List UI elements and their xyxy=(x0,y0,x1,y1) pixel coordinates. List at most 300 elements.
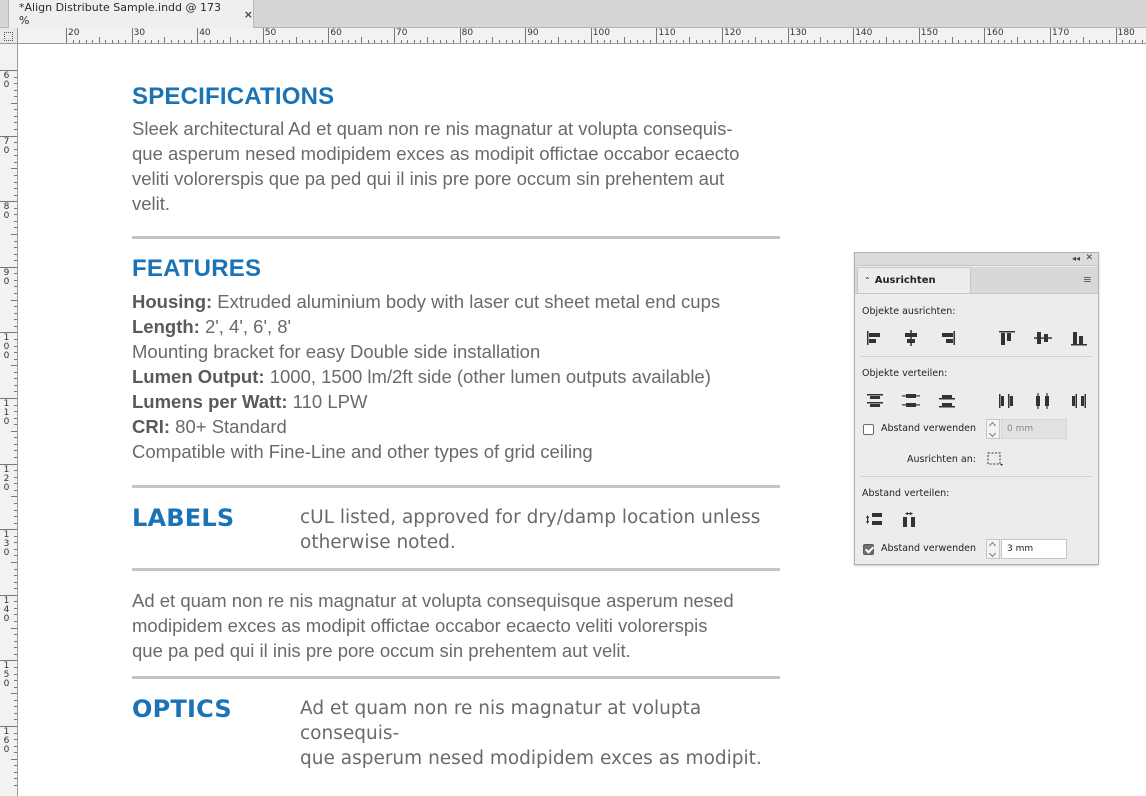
ruler-tick xyxy=(14,588,17,589)
distribute-right-edges-button[interactable] xyxy=(1068,391,1090,411)
ruler-tick xyxy=(1089,40,1090,43)
distribute-horizontal-space-button[interactable] xyxy=(900,510,922,530)
ruler-tick xyxy=(14,313,17,314)
ruler-tick xyxy=(578,40,579,43)
ruler-tick xyxy=(374,40,375,43)
spacing-input[interactable]: 3 mm xyxy=(1001,539,1067,559)
ruler-tick xyxy=(289,40,290,43)
ruler-tick xyxy=(460,28,461,43)
divider-rule xyxy=(132,485,780,488)
use-spacing-checkbox[interactable] xyxy=(863,424,874,435)
ruler-tick xyxy=(14,109,17,110)
ruler-label: 130 xyxy=(789,28,807,38)
ruler-tick xyxy=(14,273,17,274)
separator xyxy=(861,356,1092,357)
ruler-tick xyxy=(276,40,277,43)
align-to-selection-dropdown[interactable] xyxy=(984,449,1006,469)
distribute-left-edges-button[interactable] xyxy=(996,391,1018,411)
ruler-tick xyxy=(14,326,17,327)
ruler-tick xyxy=(663,40,664,43)
ruler-tick xyxy=(401,40,402,43)
ruler-tick xyxy=(14,208,17,209)
ruler-tick xyxy=(1004,40,1005,43)
paragraph-body xyxy=(132,588,780,663)
specifications-heading: SPECIFICATIONS xyxy=(132,83,335,110)
align-right-edges-button[interactable] xyxy=(936,328,958,348)
ruler-tick xyxy=(840,40,841,43)
panel-title-bar[interactable] xyxy=(855,253,1098,266)
ruler-tick xyxy=(14,549,17,550)
ruler-tick xyxy=(748,40,749,43)
ruler-tick xyxy=(1076,40,1077,43)
ruler-tick xyxy=(14,346,17,347)
ruler-tick xyxy=(630,40,631,43)
ruler-tick xyxy=(551,40,552,43)
ruler-tick xyxy=(296,37,297,43)
ruler-tick xyxy=(14,129,17,130)
ruler-tick xyxy=(132,28,133,43)
distribute-horizontal-centers-button[interactable] xyxy=(1032,391,1054,411)
ruler-tick xyxy=(709,40,710,43)
ruler-tick xyxy=(14,254,17,255)
ruler-tick xyxy=(14,680,17,681)
ruler-label: 130 xyxy=(3,530,10,559)
ruler-tick xyxy=(538,40,539,43)
ruler-label: 140 xyxy=(3,595,10,624)
body-line: veliti volorerspis que pa ped qui il inis pre pore occum sin prehentem aut xyxy=(132,168,725,189)
ruler-tick xyxy=(105,40,106,43)
divider-rule xyxy=(132,568,780,571)
ruler-tick xyxy=(14,116,17,117)
ruler-tick xyxy=(938,40,939,43)
ruler-label: 60 xyxy=(330,28,342,38)
ruler-tick xyxy=(965,40,966,43)
ruler-tick xyxy=(11,693,17,694)
distribute-objects-label: Objekte verteilen: xyxy=(862,368,948,379)
ruler-label: 100 xyxy=(592,28,610,38)
body-line: velit. xyxy=(132,193,171,214)
feature-text: 80+ Standard xyxy=(170,416,287,437)
ruler-tick xyxy=(722,28,723,43)
ruler-tick xyxy=(14,772,17,773)
ruler-tick xyxy=(1057,40,1058,43)
ruler-tick xyxy=(14,516,17,517)
ruler-tick xyxy=(1135,40,1136,43)
ruler-tick xyxy=(1122,40,1123,43)
ruler-tick xyxy=(545,40,546,43)
distribute-vertical-centers-button[interactable] xyxy=(900,391,922,411)
feature-label: Lumen Output: xyxy=(132,366,265,387)
ruler-tick xyxy=(1063,40,1064,43)
ruler-tick xyxy=(99,37,100,43)
spacing-stepper[interactable] xyxy=(986,539,1000,559)
ruler-tick xyxy=(14,405,17,406)
ruler-tick xyxy=(250,40,251,43)
ruler-tick xyxy=(14,569,17,570)
ruler-tick xyxy=(14,378,17,379)
ruler-tick xyxy=(565,40,566,43)
ruler-tick xyxy=(466,40,467,43)
horizontal-ruler[interactable] xyxy=(18,28,1146,44)
ruler-tick xyxy=(263,28,264,43)
feature-line xyxy=(132,339,780,364)
ruler-tick xyxy=(11,496,17,497)
ruler-tick xyxy=(735,40,736,43)
feature-label: CRI: xyxy=(132,416,171,437)
ruler-tick xyxy=(14,424,17,425)
ruler-tick xyxy=(473,40,474,43)
ruler-tick xyxy=(171,40,172,43)
spacing-input[interactable]: 0 mm xyxy=(1001,419,1067,439)
ruler-label: 110 xyxy=(3,399,10,427)
ruler-tick xyxy=(92,40,93,43)
ruler-label: 140 xyxy=(855,28,873,38)
feature-text: 110 LPW xyxy=(287,391,368,412)
tab-ausrichten[interactable] xyxy=(857,267,971,293)
features-section[interactable] xyxy=(132,255,780,464)
ruler-tick xyxy=(774,40,775,43)
ruler-tick xyxy=(269,40,270,43)
use-spacing-checkbox-checked[interactable] xyxy=(863,544,874,555)
ruler-tick xyxy=(807,40,808,43)
ruler-tick xyxy=(14,319,17,320)
ruler-tick xyxy=(11,759,17,760)
ruler-tick xyxy=(14,601,17,602)
ruler-label: 60 xyxy=(3,71,10,90)
feature-text: 1000, 1500 lm/2ft side (other lumen outputs available) xyxy=(264,366,711,387)
ruler-tick xyxy=(11,562,17,563)
ruler-tick xyxy=(387,40,388,43)
ruler-tick xyxy=(14,227,17,228)
feature-line xyxy=(132,289,780,314)
ruler-tick xyxy=(14,352,17,353)
ruler-tick xyxy=(866,40,867,43)
ruler-tick xyxy=(794,40,795,43)
ruler-tick xyxy=(14,483,17,484)
ruler-tick xyxy=(879,40,880,43)
ruler-tick xyxy=(191,40,192,43)
ruler-tick xyxy=(14,641,17,642)
ruler-tick xyxy=(11,431,17,432)
ruler-tick xyxy=(14,470,17,471)
feature-text: Mounting bracket for easy Double side installation xyxy=(132,341,541,362)
feature-line xyxy=(132,414,780,439)
ruler-label: 180 xyxy=(1117,28,1135,38)
ruler-tick xyxy=(637,40,638,43)
ruler-tick xyxy=(1109,40,1110,43)
ruler-tick xyxy=(446,40,447,43)
ruler-tick xyxy=(656,28,657,43)
ruler-tick xyxy=(683,40,684,43)
ruler-label: 90 xyxy=(3,267,10,287)
ruler-label: 70 xyxy=(3,136,10,156)
ruler-tick xyxy=(781,40,782,43)
ruler-tick xyxy=(204,40,205,43)
ruler-tick xyxy=(184,40,185,43)
ruler-tick xyxy=(14,155,17,156)
ruler-tick xyxy=(14,739,17,740)
ruler-tick xyxy=(14,733,17,734)
ruler-label: 50 xyxy=(264,28,277,38)
ruler-tick xyxy=(14,195,17,196)
ruler-tick xyxy=(14,647,17,648)
ruler-tick xyxy=(315,40,316,43)
ruler-tick xyxy=(519,40,520,43)
ruler-tick xyxy=(873,40,874,43)
divider-rule xyxy=(132,236,780,239)
spacing-stepper[interactable] xyxy=(986,419,1000,439)
ruler-tick xyxy=(14,555,17,556)
specifications-body xyxy=(132,116,780,216)
align-top-edges-button[interactable] xyxy=(996,328,1018,348)
ruler-tick xyxy=(14,149,17,150)
close-icon[interactable]: ✕ xyxy=(1085,253,1093,263)
align-to-label: Ausrichten an: xyxy=(907,454,976,465)
ruler-label: 90 xyxy=(527,28,539,38)
ruler-tick xyxy=(86,40,87,43)
body-line: Sleek architectural Ad et quam non re nis magnatur at volupta consequis- xyxy=(132,118,733,139)
ruler-tick xyxy=(755,37,756,43)
ruler-tick xyxy=(14,746,17,747)
ruler-tick xyxy=(788,28,789,43)
ruler-tick xyxy=(112,40,113,43)
ruler-tick xyxy=(971,40,972,43)
ruler-tick xyxy=(79,40,80,43)
ruler-tick xyxy=(768,40,769,43)
ruler-tick xyxy=(14,241,17,242)
ruler-tick xyxy=(14,654,17,655)
ruler-label: 170 xyxy=(1052,28,1070,38)
ruler-tick xyxy=(14,142,17,143)
body-line: Ad et quam non re nis magnatur at volupta consequis- xyxy=(300,698,702,744)
body-line: que asperum nesed modipidem exces as modipit offictae occabor ecaecto xyxy=(132,143,740,164)
align-left-edges-button[interactable] xyxy=(864,328,886,348)
body-line: Ad et quam non re nis magnatur at volupta consequisque asperum nesed xyxy=(132,590,734,611)
ruler-tick xyxy=(893,40,894,43)
ruler-tick xyxy=(335,40,336,43)
body-line: que asperum nesed modipidem exces as modipit. xyxy=(300,748,762,769)
ruler-tick xyxy=(860,40,861,43)
chevron-updown-icon[interactable]: ⌃ xyxy=(864,276,871,285)
ruler-tick xyxy=(820,37,821,43)
ruler-tick xyxy=(1011,40,1012,43)
document-tab-title: *Align Distribute Sample.indd @ 173 % xyxy=(19,1,221,27)
ruler-tick xyxy=(14,713,17,714)
ruler-tick xyxy=(407,40,408,43)
ruler-tick xyxy=(991,40,992,43)
ruler-tick xyxy=(14,286,17,287)
paragraph-section[interactable] xyxy=(132,588,780,663)
ruler-tick xyxy=(742,40,743,43)
ruler-label: 100 xyxy=(3,333,10,362)
labels-body xyxy=(300,505,780,555)
ruler-tick xyxy=(486,40,487,43)
ruler-tick xyxy=(328,28,329,43)
ruler-tick xyxy=(676,40,677,43)
ruler-tick xyxy=(138,40,139,43)
ruler-tick xyxy=(643,40,644,43)
ruler-tick xyxy=(256,40,257,43)
ruler-tick xyxy=(14,260,17,261)
ruler-tick xyxy=(919,28,920,43)
ruler-tick xyxy=(1116,28,1117,43)
ruler-tick xyxy=(696,40,697,43)
ruler-tick xyxy=(853,28,854,43)
ruler-tick xyxy=(617,40,618,43)
ruler-origin[interactable] xyxy=(0,28,18,44)
ruler-tick xyxy=(381,40,382,43)
ruler-tick xyxy=(506,40,507,43)
distribute-top-edges-button[interactable] xyxy=(864,391,886,411)
use-spacing-label: Abstand verwenden xyxy=(881,543,976,554)
ruler-tick xyxy=(702,40,703,43)
ruler-tick xyxy=(14,391,17,392)
ruler-tick xyxy=(14,418,17,419)
ruler-tick xyxy=(414,40,415,43)
ruler-tick xyxy=(1017,37,1018,43)
distribute-vertical-space-button[interactable] xyxy=(864,510,886,530)
ruler-tick xyxy=(14,444,17,445)
ruler-tick xyxy=(827,40,828,43)
ruler-tick xyxy=(14,280,17,281)
ruler-tick xyxy=(14,614,17,615)
ruler-tick xyxy=(1030,40,1031,43)
ruler-tick xyxy=(11,300,17,301)
align-vertical-centers-button[interactable] xyxy=(1032,328,1054,348)
close-tab-icon[interactable]: × xyxy=(243,7,253,21)
ruler-tick xyxy=(14,477,17,478)
ruler-tick xyxy=(1043,40,1044,43)
ruler-tick xyxy=(1070,40,1071,43)
ruler-tick xyxy=(1050,28,1051,43)
ruler-tick xyxy=(14,706,17,707)
optics-body xyxy=(300,696,780,771)
ruler-tick xyxy=(223,40,224,43)
ruler-tick xyxy=(847,40,848,43)
ruler-tick xyxy=(14,122,17,123)
ruler-tick xyxy=(14,247,17,248)
ruler-tick xyxy=(197,28,198,43)
ruler-tick xyxy=(302,40,303,43)
ruler-tick xyxy=(178,40,179,43)
ruler-tick xyxy=(14,634,17,635)
ruler-tick xyxy=(650,40,651,43)
ruler-tick xyxy=(591,28,592,43)
ruler-tick xyxy=(368,40,369,43)
panel-menu-icon[interactable]: ≡ xyxy=(1082,273,1092,286)
ruler-tick xyxy=(453,40,454,43)
ruler-tick xyxy=(14,77,17,78)
ruler-tick xyxy=(14,674,17,675)
ruler-tick xyxy=(1102,40,1103,43)
ruler-tick xyxy=(958,40,959,43)
ruler-tick xyxy=(479,40,480,43)
ruler-tick xyxy=(610,40,611,43)
ruler-tick xyxy=(14,608,17,609)
feature-line xyxy=(132,389,780,414)
body-line: otherwise noted. xyxy=(300,532,456,553)
ruler-label: 80 xyxy=(3,202,10,222)
ruler-tick xyxy=(584,40,585,43)
ruler-tick xyxy=(1024,40,1025,43)
ruler-tick xyxy=(14,765,17,766)
ruler-tick xyxy=(14,510,17,511)
ruler-tick xyxy=(14,90,17,91)
ruler-tick xyxy=(309,40,310,43)
ruler-tick xyxy=(670,40,671,43)
ruler-tick xyxy=(420,40,421,43)
features-heading: FEATURES xyxy=(132,255,262,282)
align-horizontal-centers-button[interactable] xyxy=(900,328,922,348)
ruler-tick xyxy=(14,411,17,412)
ruler-tick xyxy=(604,40,605,43)
ruler-tick xyxy=(14,385,17,386)
feature-label: Length: xyxy=(132,316,200,337)
ruler-tick xyxy=(998,40,999,43)
ruler-label: 150 xyxy=(3,661,10,690)
ruler-tick xyxy=(1129,40,1130,43)
ruler-tick xyxy=(243,40,244,43)
ruler-tick xyxy=(151,40,152,43)
body-line: que pa ped qui il inis pre pore occum sin prehentem aut velit. xyxy=(132,640,631,661)
divider-rule xyxy=(132,676,780,679)
ruler-tick xyxy=(532,40,533,43)
ruler-tick xyxy=(952,37,953,43)
ruler-label: 160 xyxy=(986,28,1004,38)
ruler-tick xyxy=(14,687,17,688)
ruler-label: 160 xyxy=(3,727,10,755)
ruler-label: 150 xyxy=(920,28,938,38)
ruler-tick xyxy=(978,40,979,43)
ruler-tick xyxy=(912,40,913,43)
distribute-bottom-edges-button[interactable] xyxy=(936,391,958,411)
ruler-tick xyxy=(145,40,146,43)
ruler-tick xyxy=(525,28,526,43)
align-bottom-edges-button[interactable] xyxy=(1068,328,1090,348)
ruler-tick xyxy=(427,37,428,43)
ruler-tick xyxy=(14,752,17,753)
ruler-tick xyxy=(14,359,17,360)
ruler-tick xyxy=(342,40,343,43)
ruler-tick xyxy=(571,40,572,43)
specifications-section[interactable] xyxy=(132,83,780,216)
ruler-tick xyxy=(14,162,17,163)
ruler-tick xyxy=(348,40,349,43)
ruler-tick xyxy=(14,785,17,786)
ruler-tick xyxy=(14,621,17,622)
ruler-tick xyxy=(14,293,17,294)
panel-tab-label: Ausrichten xyxy=(874,275,936,286)
ruler-tick xyxy=(14,306,17,307)
ruler-tick xyxy=(14,188,17,189)
ruler-tick xyxy=(14,536,17,537)
ruler-tick xyxy=(14,778,17,779)
feature-line xyxy=(132,364,780,389)
ruler-tick xyxy=(66,28,67,43)
ruler-tick xyxy=(512,40,513,43)
ruler-tick xyxy=(499,40,500,43)
collapse-icon[interactable]: ◂◂ xyxy=(1071,254,1080,263)
ruler-tick xyxy=(14,96,17,97)
ruler-label: 30 xyxy=(133,28,146,38)
document-tab[interactable] xyxy=(8,0,254,28)
ruler-tick xyxy=(1083,37,1084,43)
ruler-tick xyxy=(14,175,17,176)
ruler-tick xyxy=(11,365,17,366)
align-panel xyxy=(854,252,1099,565)
vertical-ruler[interactable] xyxy=(0,44,18,796)
ruler-tick xyxy=(814,40,815,43)
